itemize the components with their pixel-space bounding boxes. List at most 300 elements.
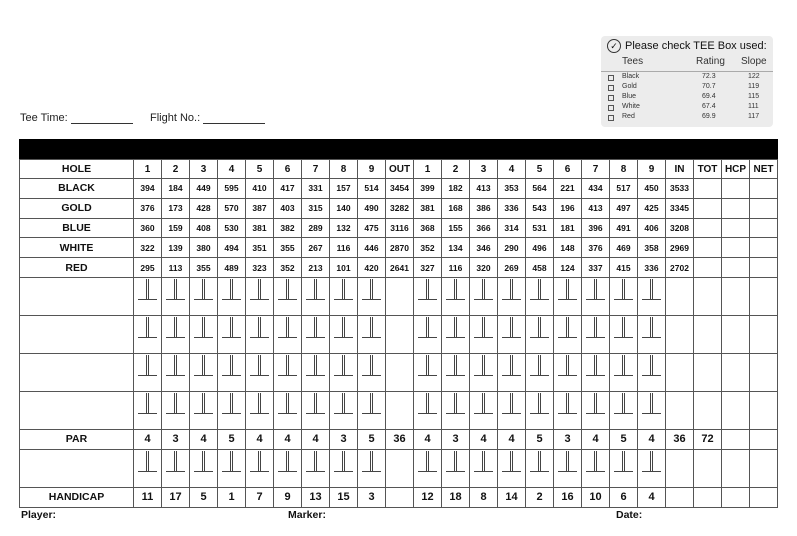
yardage-cell: 413 bbox=[582, 198, 610, 218]
yardage-cell: 134 bbox=[442, 238, 470, 258]
tee-time-field[interactable] bbox=[20, 112, 133, 124]
handicap-cell: 4 bbox=[638, 487, 666, 507]
yardage-cell: 358 bbox=[638, 238, 666, 258]
total-cell[interactable] bbox=[694, 315, 722, 353]
score-entry-cell[interactable] bbox=[134, 353, 162, 391]
player-name-cell[interactable] bbox=[20, 353, 134, 391]
yardage-cell bbox=[750, 218, 778, 238]
player-name-cell[interactable] bbox=[20, 277, 134, 315]
score-entry-cell[interactable] bbox=[638, 277, 666, 315]
score-entry-cell[interactable] bbox=[246, 277, 274, 315]
yardage-cell: 2969 bbox=[666, 238, 694, 258]
hole-label: HOLE bbox=[20, 160, 134, 179]
total-cell[interactable] bbox=[722, 353, 750, 391]
yardage-cell: 450 bbox=[638, 179, 666, 199]
hole-header-cell: 7 bbox=[302, 160, 330, 179]
handicap-cell: 14 bbox=[498, 487, 526, 507]
yardage-row-black bbox=[20, 179, 778, 199]
score-entry-cell[interactable] bbox=[498, 277, 526, 315]
yardage-cell: 497 bbox=[610, 198, 638, 218]
par-cell bbox=[722, 429, 750, 449]
handicap-cell: 2 bbox=[526, 487, 554, 507]
score-entry-cell[interactable] bbox=[190, 315, 218, 353]
yardage-cell: 314 bbox=[498, 218, 526, 238]
yardage-cell bbox=[694, 179, 722, 199]
score-entry-cell[interactable] bbox=[442, 391, 470, 429]
tee-checkbox[interactable] bbox=[608, 85, 614, 91]
hole-header-cell: 5 bbox=[526, 160, 554, 179]
handicap-cell: 9 bbox=[274, 487, 302, 507]
score-row[interactable] bbox=[20, 315, 778, 353]
score-entry-cell[interactable] bbox=[134, 391, 162, 429]
yardage-cell: 157 bbox=[330, 179, 358, 199]
score-entry-cell[interactable] bbox=[582, 277, 610, 315]
yardage-cell: 269 bbox=[498, 258, 526, 278]
par-cell: 4 bbox=[582, 429, 610, 449]
yardage-cell: 425 bbox=[638, 198, 666, 218]
yardage-cell: 168 bbox=[442, 198, 470, 218]
tee-row-white[interactable] bbox=[601, 103, 773, 113]
hole-header-cell: 6 bbox=[274, 160, 302, 179]
score-entry-cell[interactable] bbox=[582, 315, 610, 353]
score-entry-cell[interactable] bbox=[274, 277, 302, 315]
tee-slope: 117 bbox=[748, 113, 760, 120]
scorecard-table bbox=[19, 159, 778, 508]
score-entry-cell[interactable] bbox=[582, 353, 610, 391]
total-cell[interactable] bbox=[750, 315, 778, 353]
tee-rating: 67.4 bbox=[702, 103, 716, 110]
total-cell[interactable] bbox=[666, 315, 694, 353]
total-cell[interactable] bbox=[666, 353, 694, 391]
par-cell: 72 bbox=[694, 429, 722, 449]
tee-row-blue[interactable] bbox=[601, 93, 773, 103]
score-entry-cell[interactable] bbox=[330, 353, 358, 391]
total-cell[interactable] bbox=[722, 391, 750, 429]
tee-rating: 72.3 bbox=[702, 73, 716, 80]
yardage-cell: 394 bbox=[134, 179, 162, 199]
total-cell[interactable] bbox=[386, 277, 414, 315]
score-entry-cell[interactable] bbox=[302, 449, 330, 487]
tee-checkbox[interactable] bbox=[608, 105, 614, 111]
tee-checkbox[interactable] bbox=[608, 115, 614, 121]
score-entry-cell[interactable] bbox=[610, 449, 638, 487]
score-entry-cell[interactable] bbox=[442, 277, 470, 315]
total-cell[interactable] bbox=[722, 449, 750, 487]
score-entry-cell[interactable] bbox=[330, 449, 358, 487]
score-entry-cell[interactable] bbox=[162, 449, 190, 487]
handicap-cell: 5 bbox=[190, 487, 218, 507]
par-cell: 4 bbox=[246, 429, 274, 449]
handicap-cell: 11 bbox=[134, 487, 162, 507]
hole-header-cell: 5 bbox=[246, 160, 274, 179]
yardage-cell: 428 bbox=[190, 198, 218, 218]
hole-header-cell: 9 bbox=[358, 160, 386, 179]
hole-header-cell: 2 bbox=[442, 160, 470, 179]
yardage-cell: 352 bbox=[414, 238, 442, 258]
yardage-cell bbox=[750, 179, 778, 199]
score-entry-cell[interactable] bbox=[610, 315, 638, 353]
score-entry-cell[interactable] bbox=[498, 353, 526, 391]
score-entry-cell[interactable] bbox=[610, 353, 638, 391]
yardage-cell: 514 bbox=[358, 179, 386, 199]
yardage-cell: 3208 bbox=[666, 218, 694, 238]
score-entry-cell[interactable] bbox=[470, 353, 498, 391]
yardage-cell: 353 bbox=[498, 179, 526, 199]
yardage-cell: 368 bbox=[414, 218, 442, 238]
par-cell: 3 bbox=[554, 429, 582, 449]
score-entry-cell[interactable] bbox=[526, 277, 554, 315]
hole-header-cell: 7 bbox=[582, 160, 610, 179]
par-cell: 3 bbox=[442, 429, 470, 449]
hole-header-cell: NET bbox=[750, 160, 778, 179]
yardage-row-gold bbox=[20, 198, 778, 218]
score-row[interactable] bbox=[20, 391, 778, 429]
yardage-cell: 320 bbox=[470, 258, 498, 278]
par-cell: 4 bbox=[134, 429, 162, 449]
score-entry-cell[interactable] bbox=[218, 277, 246, 315]
par-cell: 5 bbox=[610, 429, 638, 449]
hole-header-cell: 2 bbox=[162, 160, 190, 179]
score-entry-cell[interactable] bbox=[162, 391, 190, 429]
score-entry-cell[interactable] bbox=[246, 315, 274, 353]
yardage-cell: 531 bbox=[526, 218, 554, 238]
score-entry-cell[interactable] bbox=[582, 449, 610, 487]
total-cell[interactable] bbox=[750, 353, 778, 391]
total-cell[interactable] bbox=[750, 449, 778, 487]
hole-header-cell: HCP bbox=[722, 160, 750, 179]
header-bar bbox=[19, 139, 778, 159]
yardage-cell: 327 bbox=[414, 258, 442, 278]
col-tees: Tees bbox=[622, 56, 644, 67]
par-cell: 4 bbox=[470, 429, 498, 449]
total-cell[interactable] bbox=[694, 277, 722, 315]
yardage-cell bbox=[694, 198, 722, 218]
tee-row-black[interactable] bbox=[601, 73, 773, 83]
yardage-cell: 181 bbox=[554, 218, 582, 238]
score-row[interactable] bbox=[20, 277, 778, 315]
yardage-cell: 267 bbox=[302, 238, 330, 258]
yardage-cell: 155 bbox=[442, 218, 470, 238]
score-entry-cell[interactable] bbox=[554, 315, 582, 353]
total-cell[interactable] bbox=[386, 449, 414, 487]
score-entry-cell[interactable] bbox=[638, 391, 666, 429]
score-entry-cell[interactable] bbox=[638, 449, 666, 487]
yardage-cell: 387 bbox=[246, 198, 274, 218]
score-entry-cell[interactable] bbox=[610, 277, 638, 315]
score-entry-cell[interactable] bbox=[554, 391, 582, 429]
score-entry-cell[interactable] bbox=[498, 449, 526, 487]
yardage-cell: 3282 bbox=[386, 198, 414, 218]
score-entry-cell[interactable] bbox=[526, 449, 554, 487]
handicap-label: HANDICAP bbox=[20, 487, 134, 507]
yardage-cell: 491 bbox=[610, 218, 638, 238]
score-entry-cell[interactable] bbox=[330, 277, 358, 315]
yardage-cell: 449 bbox=[190, 179, 218, 199]
yardage-cell bbox=[750, 238, 778, 258]
yardage-cell: 420 bbox=[358, 258, 386, 278]
handicap-cell: 12 bbox=[414, 487, 442, 507]
yardage-cell: 3533 bbox=[666, 179, 694, 199]
score-entry-cell[interactable] bbox=[302, 315, 330, 353]
tee-label: RED bbox=[20, 258, 134, 278]
total-cell[interactable] bbox=[722, 315, 750, 353]
par-cell: 4 bbox=[638, 429, 666, 449]
score-entry-cell[interactable] bbox=[330, 391, 358, 429]
score-entry-cell[interactable] bbox=[414, 391, 442, 429]
score-entry-cell[interactable] bbox=[526, 315, 554, 353]
score-entry-cell[interactable] bbox=[526, 353, 554, 391]
score-entry-cell[interactable] bbox=[218, 315, 246, 353]
score-entry-cell[interactable] bbox=[470, 315, 498, 353]
score-entry-cell[interactable] bbox=[638, 353, 666, 391]
hole-header-cell: TOT bbox=[694, 160, 722, 179]
score-entry-cell[interactable] bbox=[274, 353, 302, 391]
score-entry-cell[interactable] bbox=[302, 391, 330, 429]
yardage-cell: 124 bbox=[554, 258, 582, 278]
score-entry-cell[interactable] bbox=[470, 449, 498, 487]
total-cell[interactable] bbox=[722, 277, 750, 315]
tee-box-panel bbox=[601, 36, 773, 127]
yardage-cell: 336 bbox=[498, 198, 526, 218]
score-entry-cell[interactable] bbox=[554, 449, 582, 487]
yardage-cell: 2702 bbox=[666, 258, 694, 278]
score-entry-cell[interactable] bbox=[162, 315, 190, 353]
handicap-cell bbox=[694, 487, 722, 507]
yardage-cell: 396 bbox=[582, 218, 610, 238]
tee-checkbox[interactable] bbox=[608, 95, 614, 101]
total-cell[interactable] bbox=[386, 353, 414, 391]
total-cell[interactable] bbox=[694, 353, 722, 391]
yardage-cell: 496 bbox=[526, 238, 554, 258]
handicap-cell bbox=[386, 487, 414, 507]
par-cell: 36 bbox=[386, 429, 414, 449]
score-entry-cell[interactable] bbox=[358, 391, 386, 429]
score-entry-cell[interactable] bbox=[218, 391, 246, 429]
yardage-cell bbox=[694, 238, 722, 258]
tee-row-gold[interactable] bbox=[601, 83, 773, 93]
hole-header-cell: 3 bbox=[190, 160, 218, 179]
handicap-row bbox=[20, 487, 778, 507]
yardage-cell: 360 bbox=[134, 218, 162, 238]
score-entry-cell[interactable] bbox=[498, 315, 526, 353]
total-cell[interactable] bbox=[666, 391, 694, 429]
score-entry-cell[interactable] bbox=[246, 353, 274, 391]
score-entry-cell[interactable] bbox=[414, 277, 442, 315]
score-entry-cell[interactable] bbox=[302, 353, 330, 391]
par-row bbox=[20, 429, 778, 449]
hole-header-cell: OUT bbox=[386, 160, 414, 179]
yardage-cell: 148 bbox=[554, 238, 582, 258]
tee-label: BLACK bbox=[20, 179, 134, 199]
total-cell[interactable] bbox=[386, 315, 414, 353]
score-entry-cell[interactable] bbox=[190, 277, 218, 315]
player-name-cell[interactable] bbox=[20, 315, 134, 353]
score-entry-cell[interactable] bbox=[162, 277, 190, 315]
hole-header-cell: IN bbox=[666, 160, 694, 179]
yardage-cell: 184 bbox=[162, 179, 190, 199]
score-entry-cell[interactable] bbox=[190, 353, 218, 391]
par-cell: 4 bbox=[498, 429, 526, 449]
score-entry-cell[interactable] bbox=[414, 353, 442, 391]
handicap-cell: 17 bbox=[162, 487, 190, 507]
score-entry-cell[interactable] bbox=[134, 277, 162, 315]
score-entry-cell[interactable] bbox=[218, 353, 246, 391]
yardage-cell: 323 bbox=[246, 258, 274, 278]
yardage-cell: 182 bbox=[442, 179, 470, 199]
score-entry-cell[interactable] bbox=[554, 277, 582, 315]
flight-number-field[interactable] bbox=[150, 112, 265, 124]
yardage-cell: 295 bbox=[134, 258, 162, 278]
yardage-cell bbox=[694, 258, 722, 278]
score-entry-cell[interactable] bbox=[442, 315, 470, 353]
yardage-cell bbox=[750, 198, 778, 218]
score-entry-cell[interactable] bbox=[414, 449, 442, 487]
yardage-cell: 595 bbox=[218, 179, 246, 199]
score-row[interactable] bbox=[20, 353, 778, 391]
divider bbox=[601, 71, 773, 72]
yardage-cell bbox=[722, 198, 750, 218]
yardage-cell: 116 bbox=[442, 258, 470, 278]
score-entry-cell[interactable] bbox=[134, 449, 162, 487]
score-entry-cell[interactable] bbox=[330, 315, 358, 353]
total-cell[interactable] bbox=[386, 391, 414, 429]
yardage-cell: 322 bbox=[134, 238, 162, 258]
hole-header-cell: 3 bbox=[470, 160, 498, 179]
yardage-cell: 336 bbox=[638, 258, 666, 278]
yardage-cell: 132 bbox=[330, 218, 358, 238]
yardage-cell: 381 bbox=[246, 218, 274, 238]
yardage-cell: 403 bbox=[274, 198, 302, 218]
tee-name: White bbox=[622, 103, 640, 110]
par-cell: 4 bbox=[414, 429, 442, 449]
total-cell[interactable] bbox=[666, 277, 694, 315]
score-entry-cell[interactable] bbox=[246, 391, 274, 429]
yardage-cell bbox=[722, 238, 750, 258]
tee-time-label: Tee Time: bbox=[20, 112, 68, 124]
score-entry-cell[interactable] bbox=[358, 449, 386, 487]
yardage-cell: 490 bbox=[358, 198, 386, 218]
score-entry-cell[interactable] bbox=[134, 315, 162, 353]
score-entry-cell[interactable] bbox=[246, 449, 274, 487]
yardage-cell: 494 bbox=[218, 238, 246, 258]
score-entry-cell[interactable] bbox=[582, 391, 610, 429]
yardage-cell: 290 bbox=[498, 238, 526, 258]
score-entry-cell[interactable] bbox=[442, 449, 470, 487]
score-entry-cell[interactable] bbox=[414, 315, 442, 353]
score-entry-cell[interactable] bbox=[358, 353, 386, 391]
par-cell: 4 bbox=[302, 429, 330, 449]
tee-checkbox[interactable] bbox=[608, 75, 614, 81]
yardage-cell: 173 bbox=[162, 198, 190, 218]
extra-score-row[interactable] bbox=[20, 449, 778, 487]
handicap-cell: 15 bbox=[330, 487, 358, 507]
hole-header-cell: 9 bbox=[638, 160, 666, 179]
yardage-cell: 139 bbox=[162, 238, 190, 258]
score-entry-cell[interactable] bbox=[274, 315, 302, 353]
yardage-cell: 366 bbox=[470, 218, 498, 238]
hole-header-cell: 8 bbox=[330, 160, 358, 179]
handicap-cell: 18 bbox=[442, 487, 470, 507]
score-entry-cell[interactable] bbox=[638, 315, 666, 353]
total-cell[interactable] bbox=[694, 391, 722, 429]
score-entry-cell[interactable] bbox=[442, 353, 470, 391]
yardage-cell: 386 bbox=[470, 198, 498, 218]
total-cell[interactable] bbox=[750, 277, 778, 315]
yardage-cell: 351 bbox=[246, 238, 274, 258]
handicap-cell: 13 bbox=[302, 487, 330, 507]
score-entry-cell[interactable] bbox=[554, 353, 582, 391]
score-entry-cell[interactable] bbox=[498, 391, 526, 429]
yardage-cell: 3116 bbox=[386, 218, 414, 238]
yardage-cell: 517 bbox=[610, 179, 638, 199]
yardage-cell: 140 bbox=[330, 198, 358, 218]
score-entry-cell[interactable] bbox=[190, 449, 218, 487]
total-cell[interactable] bbox=[694, 449, 722, 487]
col-rating: Rating bbox=[696, 56, 725, 67]
tee-rating: 69.4 bbox=[702, 93, 716, 100]
total-cell[interactable] bbox=[750, 391, 778, 429]
score-entry-cell[interactable] bbox=[162, 353, 190, 391]
yardage-cell: 376 bbox=[582, 238, 610, 258]
player-name-cell[interactable] bbox=[20, 391, 134, 429]
yardage-cell: 406 bbox=[638, 218, 666, 238]
yardage-cell bbox=[722, 218, 750, 238]
yardage-cell: 213 bbox=[302, 258, 330, 278]
handicap-cell: 1 bbox=[218, 487, 246, 507]
score-entry-cell[interactable] bbox=[218, 449, 246, 487]
score-entry-cell[interactable] bbox=[610, 391, 638, 429]
yardage-cell: 381 bbox=[414, 198, 442, 218]
score-entry-cell[interactable] bbox=[190, 391, 218, 429]
yardage-row-blue bbox=[20, 218, 778, 238]
par-cell: 3 bbox=[330, 429, 358, 449]
yardage-cell: 3454 bbox=[386, 179, 414, 199]
score-entry-cell[interactable] bbox=[470, 391, 498, 429]
tee-name: Black bbox=[622, 73, 640, 80]
tee-name: Gold bbox=[622, 83, 637, 90]
score-entry-cell[interactable] bbox=[358, 315, 386, 353]
yardage-cell: 337 bbox=[582, 258, 610, 278]
par-cell: 5 bbox=[526, 429, 554, 449]
score-entry-cell[interactable] bbox=[358, 277, 386, 315]
score-entry-cell[interactable] bbox=[274, 449, 302, 487]
tee-box-rows bbox=[601, 73, 773, 123]
player-name-cell[interactable] bbox=[20, 449, 134, 487]
score-entry-cell[interactable] bbox=[274, 391, 302, 429]
yardage-cell: 331 bbox=[302, 179, 330, 199]
total-cell[interactable] bbox=[666, 449, 694, 487]
handicap-cell: 16 bbox=[554, 487, 582, 507]
yardage-cell: 101 bbox=[330, 258, 358, 278]
yardage-cell: 489 bbox=[218, 258, 246, 278]
yardage-cell: 382 bbox=[274, 218, 302, 238]
tee-name: Blue bbox=[622, 93, 637, 100]
hole-header-cell: 1 bbox=[134, 160, 162, 179]
checkmark-icon: ✓ bbox=[607, 39, 621, 53]
par-cell: 36 bbox=[666, 429, 694, 449]
tee-box-heading bbox=[607, 39, 767, 53]
score-entry-cell[interactable] bbox=[470, 277, 498, 315]
yardage-cell bbox=[722, 179, 750, 199]
flight-number-label: Flight No.: bbox=[150, 112, 201, 124]
handicap-cell: 8 bbox=[470, 487, 498, 507]
yardage-cell: 315 bbox=[302, 198, 330, 218]
tee-rating: 69.9 bbox=[702, 113, 716, 120]
score-entry-cell[interactable] bbox=[526, 391, 554, 429]
tee-row-red[interactable] bbox=[601, 113, 773, 123]
hole-header-cell: 6 bbox=[554, 160, 582, 179]
score-entry-cell[interactable] bbox=[302, 277, 330, 315]
